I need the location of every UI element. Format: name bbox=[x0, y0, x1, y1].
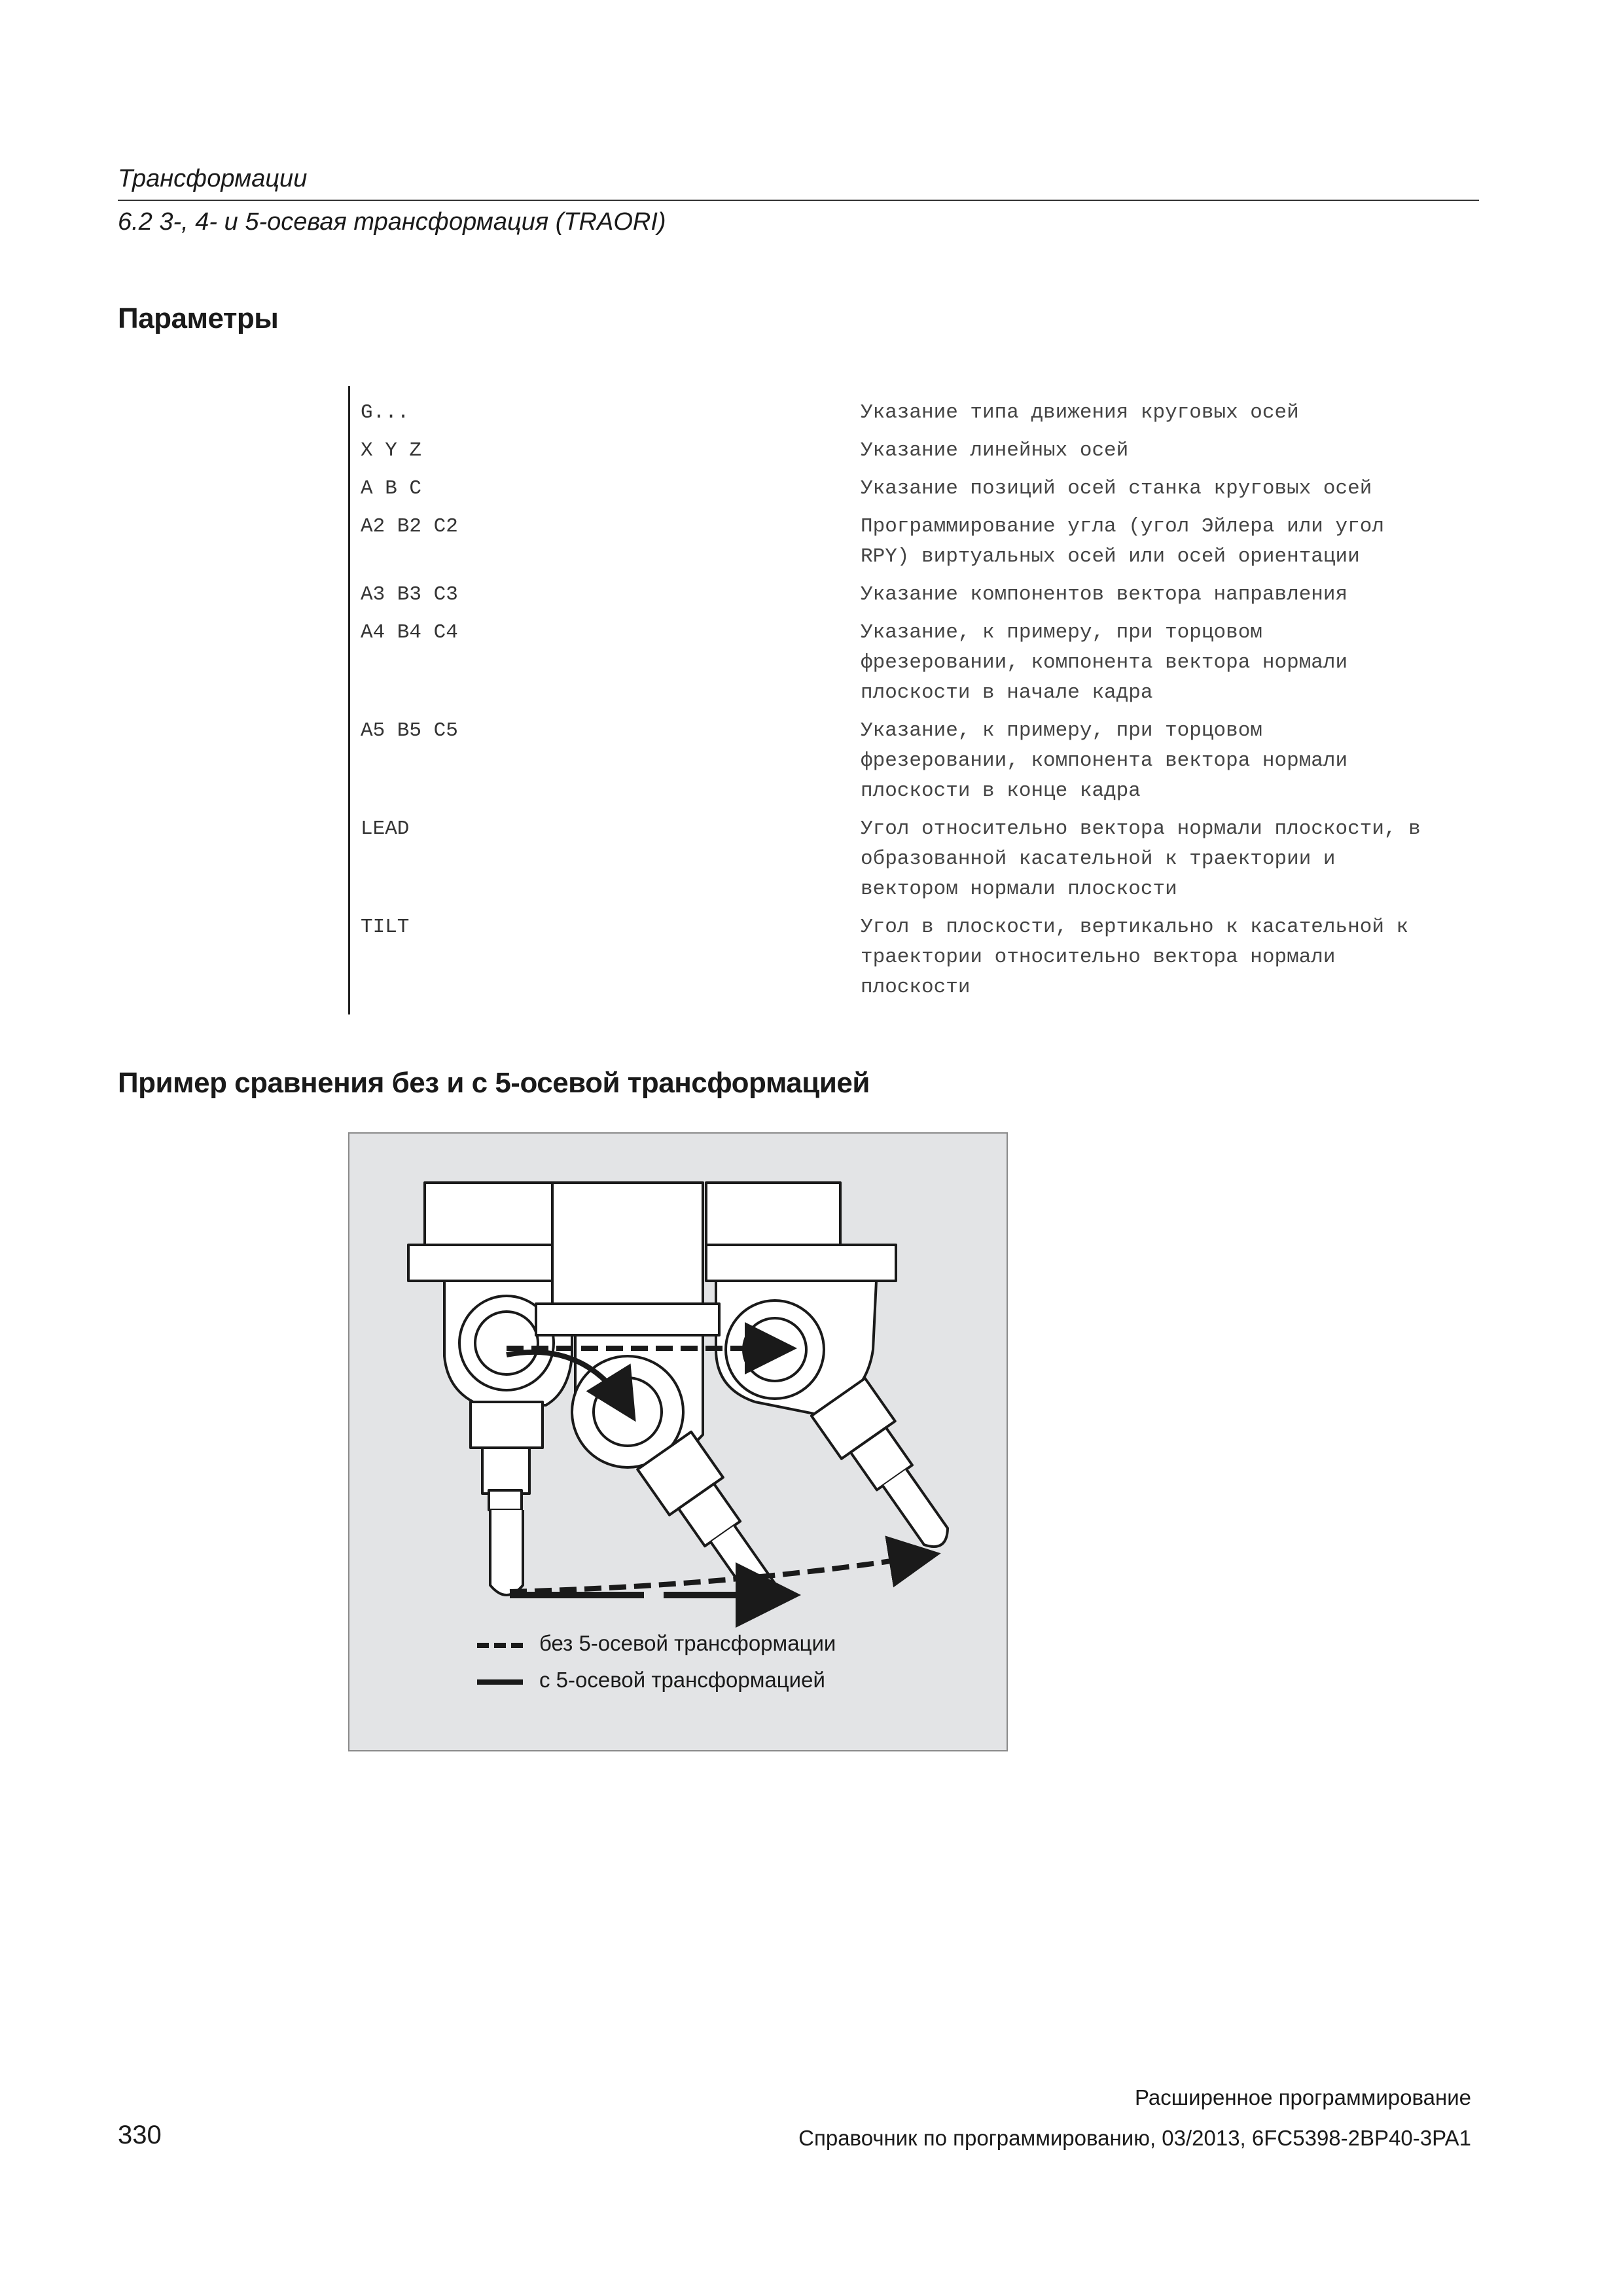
center-pivot-inner bbox=[594, 1378, 662, 1446]
param-term: A4 B4 C4 bbox=[361, 621, 458, 644]
left-spindle-tip bbox=[489, 1490, 522, 1510]
param-description: Указание, к примеру, при торцовом фрезеровании, компонента вектора нормали плоскости в начале кадра bbox=[861, 621, 1348, 704]
param-description: Программирование угла (угол Эйлера или угол RPY) виртуальных осей или осей ориентации bbox=[861, 515, 1384, 568]
param-description: Указание позиций осей станка круговых осей bbox=[861, 477, 1372, 500]
param-term: A5 B5 C5 bbox=[361, 719, 458, 742]
footer-title: Расширенное программирование bbox=[1134, 2085, 1471, 2109]
param-description: Угол относительно вектора нормали плоскости, в образованной касательной к траектории и вектором нормали плоскости bbox=[861, 817, 1421, 901]
param-term: G... bbox=[361, 401, 410, 424]
right-head-flange bbox=[706, 1245, 896, 1281]
center-head-block bbox=[552, 1183, 703, 1314]
table-row bbox=[350, 474, 1489, 504]
table-row bbox=[350, 912, 1489, 1003]
param-description: Указание компонентов вектора направления bbox=[861, 583, 1348, 606]
left-pivot-inner bbox=[475, 1312, 538, 1374]
param-description: Угол в плоскости, вертикально к касательной к траектории относительно вектора нормали плоскости bbox=[861, 916, 1409, 999]
dashed-tool-path bbox=[510, 1556, 925, 1592]
table-row bbox=[350, 814, 1489, 905]
legend-solid-label: с 5-осевой трансформацией bbox=[539, 1668, 825, 1692]
right-pivot-inner bbox=[743, 1318, 806, 1381]
section-title: 6.2 3-, 4- и 5-осевая трансформация (TRAORI) bbox=[118, 208, 666, 236]
table-row bbox=[350, 398, 1489, 428]
table-row bbox=[350, 580, 1489, 610]
legend-dashed-label: без 5-осевой трансформации bbox=[539, 1631, 836, 1655]
param-description: Указание типа движения круговых осей bbox=[861, 401, 1299, 424]
header-rule bbox=[118, 200, 1479, 201]
left-tool bbox=[490, 1510, 523, 1595]
parameters-table bbox=[348, 386, 1489, 1014]
example-heading: Пример сравнения без и с 5-осевой трансформацией bbox=[118, 1067, 870, 1099]
param-term: X Y Z bbox=[361, 439, 422, 462]
param-term: LEAD bbox=[361, 817, 410, 840]
left-spindle bbox=[482, 1448, 529, 1494]
left-head-flange bbox=[408, 1245, 572, 1281]
param-term: A3 B3 C3 bbox=[361, 583, 458, 606]
table-row bbox=[350, 512, 1489, 572]
table-row bbox=[350, 436, 1489, 466]
param-term: A B C bbox=[361, 477, 422, 500]
table-row bbox=[350, 716, 1489, 806]
transformation-figure bbox=[348, 1132, 1008, 1751]
right-tool bbox=[883, 1469, 954, 1553]
param-term: TILT bbox=[361, 916, 410, 939]
left-spindle-collar bbox=[471, 1402, 543, 1448]
footer-reference: Справочник по программированию, 03/2013, 6FC5398-2BP40-3PA1 bbox=[798, 2126, 1471, 2150]
param-description: Указание, к примеру, при торцовом фрезеровании, компонента вектора нормали плоскости в конце кадра bbox=[861, 719, 1348, 802]
machine-head-illustration bbox=[349, 1134, 1007, 1750]
param-term: A2 B2 C2 bbox=[361, 515, 458, 538]
table-row bbox=[350, 618, 1489, 708]
page-number: 330 bbox=[118, 2121, 162, 2149]
center-head-flange bbox=[536, 1304, 719, 1335]
param-description: Указание линейных осей bbox=[861, 439, 1129, 462]
chapter-title: Трансформации bbox=[118, 165, 308, 192]
parameters-heading: Параметры bbox=[118, 302, 279, 334]
